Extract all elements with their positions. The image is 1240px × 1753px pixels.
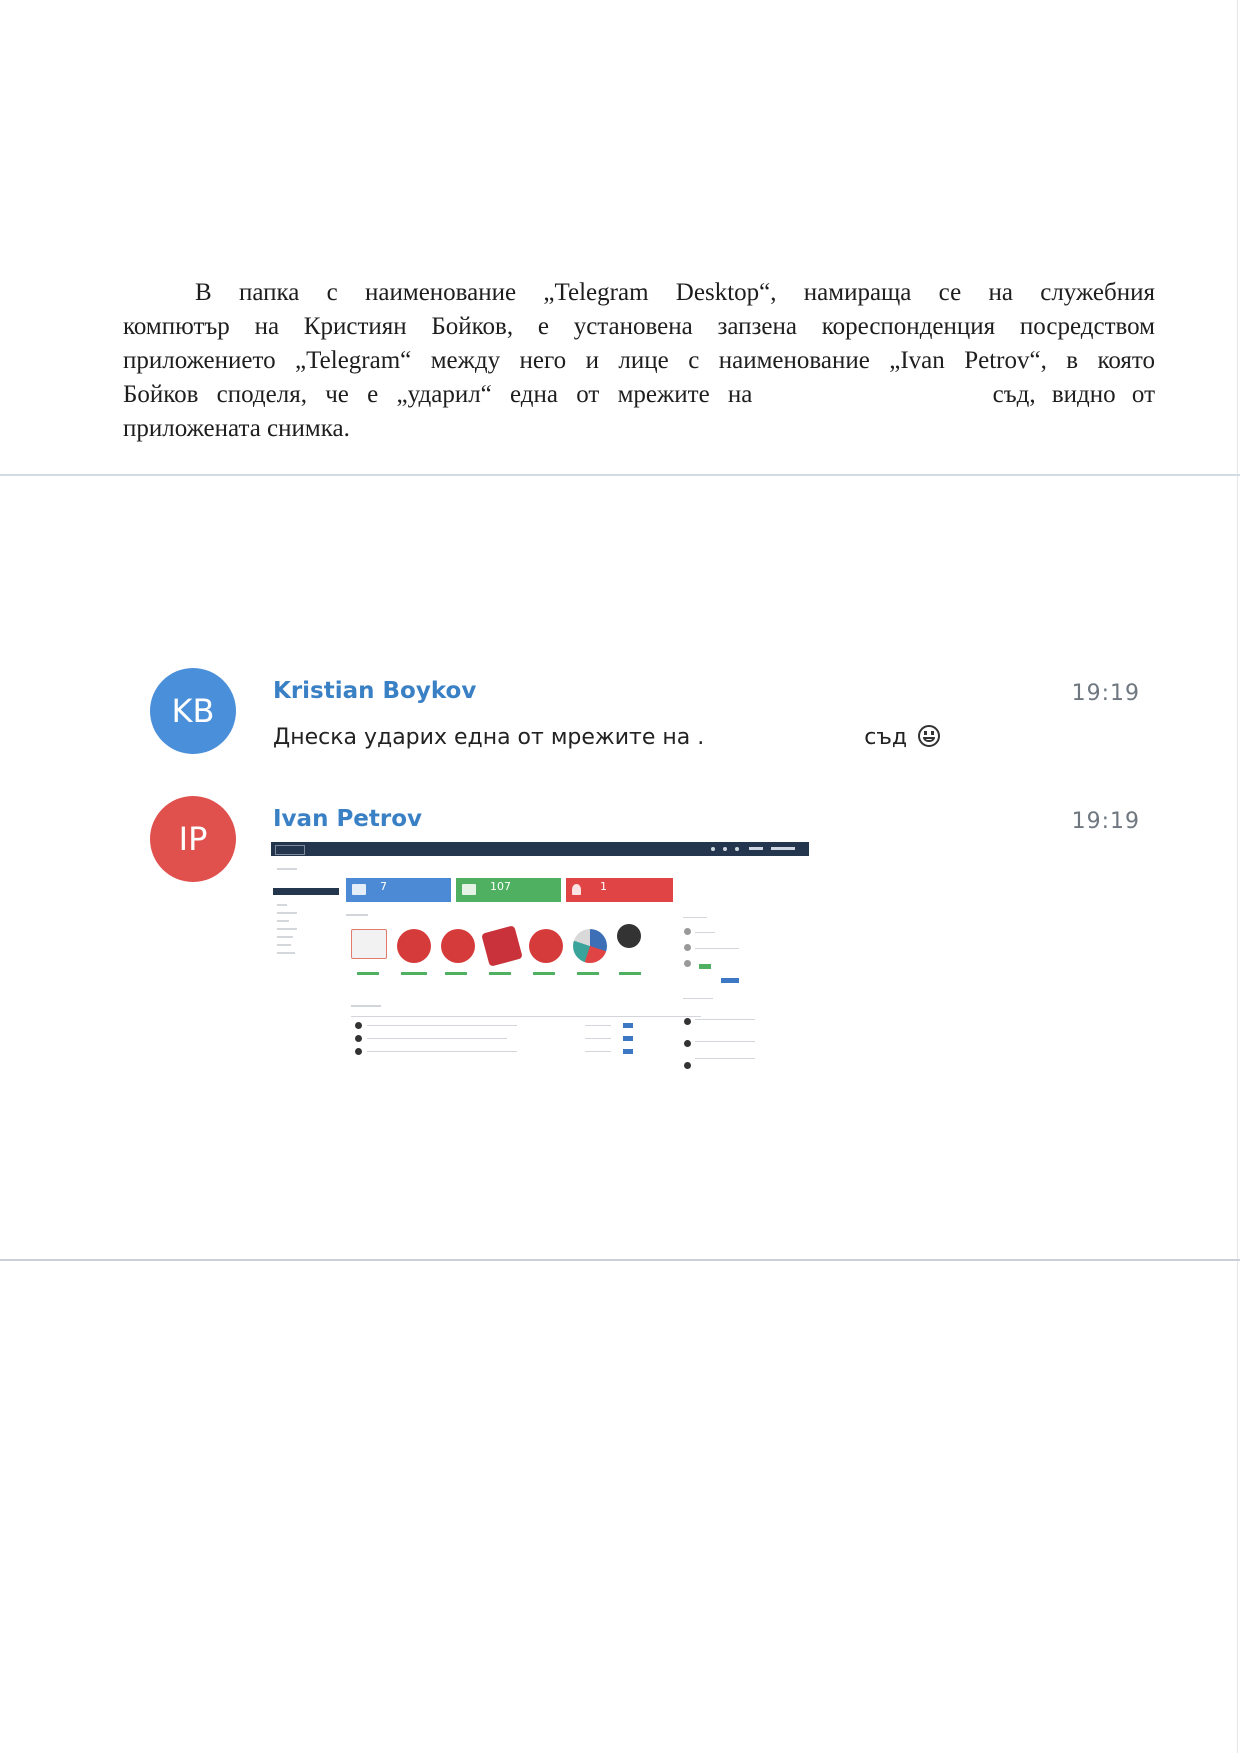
section-heading (346, 914, 368, 916)
sender-name[interactable]: Ivan Petrov (273, 806, 423, 832)
message-time: 19:19 (1071, 681, 1140, 706)
pie-chart-icon (573, 929, 607, 963)
message-text (273, 725, 940, 750)
avatar[interactable]: IP (150, 796, 236, 882)
paragraph-line-part: Бойков споделя, че е „ударил“ една от мрежите на (123, 381, 753, 408)
paragraph-line-part: съд, видно от (992, 381, 1155, 408)
message-text-part: съд (864, 725, 908, 750)
stat-tile (346, 878, 451, 902)
page-separator (0, 1259, 1240, 1261)
stat-value: 1 (600, 880, 607, 893)
folder-icon (352, 884, 366, 895)
section-heading (351, 1005, 381, 1007)
save-icon (529, 929, 563, 963)
stat-tile (566, 878, 673, 902)
page-edge (1237, 0, 1238, 1753)
paragraph-line: В папка с наименование „Telegram Desktop“, намираща се на служебния (195, 279, 1155, 306)
message-time: 19:19 (1071, 809, 1140, 834)
piano-icon (481, 925, 523, 967)
stat-tile (456, 878, 561, 902)
server-icon (462, 884, 476, 895)
screenshot-attachment[interactable] (271, 842, 809, 1082)
document-icon (397, 929, 431, 963)
document-paragraph (123, 276, 1155, 446)
stat-value: 107 (490, 880, 511, 893)
paragraph-line: приложената снимка. (123, 415, 350, 442)
grinning-face-icon (918, 725, 940, 747)
message-text-part: Днеска ударих една от мрежите на . (273, 725, 705, 750)
stat-value: 7 (380, 880, 387, 893)
user-icon (572, 884, 581, 895)
paragraph-line: приложението „Telegram“ между него и лице с наименование „Ivan Petrov“, в която (123, 347, 1155, 374)
dashboard-topbar (271, 842, 809, 856)
person-icon (617, 924, 641, 948)
dashboard-sidebar (271, 856, 341, 1082)
presentation-icon (351, 929, 387, 959)
sender-name[interactable]: Kristian Boykov (273, 678, 477, 704)
paragraph-line-redacted (123, 378, 1155, 412)
dashboard-logo (275, 845, 305, 855)
avatar[interactable]: KB (150, 668, 236, 754)
paragraph-line: компютър на Кристиян Бойков, е установена запзена кореспонденция посредством (123, 313, 1155, 340)
calendar-icon (441, 929, 475, 963)
page-separator (0, 474, 1240, 476)
